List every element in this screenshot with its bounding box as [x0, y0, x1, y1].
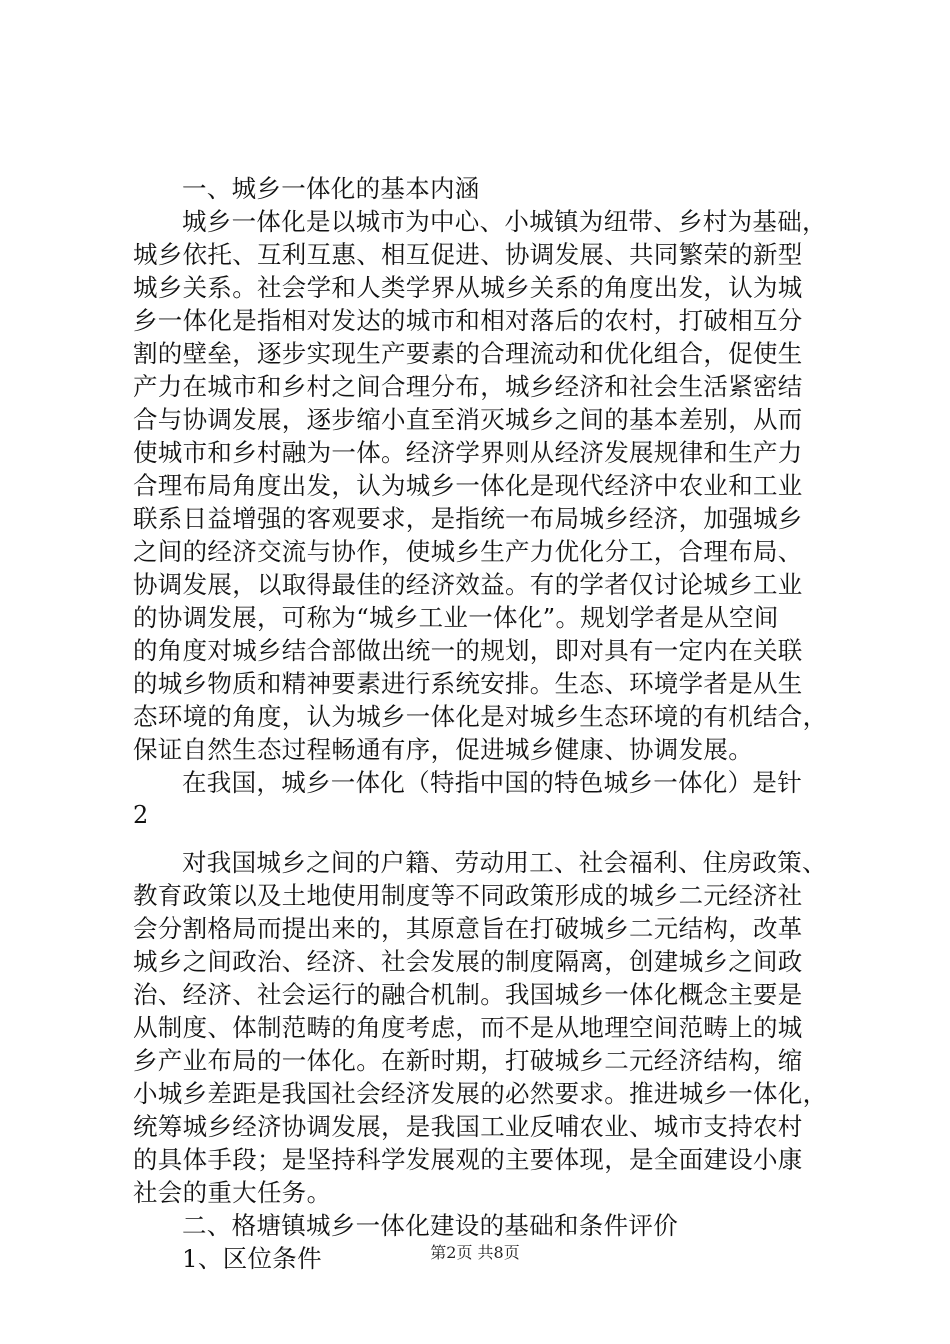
text-line: 从制度、体制范畴的角度考虑，而不是从地理空间范畴上的城 — [133, 1013, 803, 1042]
paragraph-first-line: 在我国，城乡一体化（特指中国的特色城乡一体化）是针 — [182, 768, 802, 797]
text-line: 保证自然生态过程畅通有序，促进城乡健康、协调发展。 — [133, 735, 753, 764]
text-line: 使城市和乡村融为一体。经济学界则从经济发展规律和生产力 — [133, 438, 803, 467]
text-line: 城乡关系。社会学和人类学界从城乡关系的角度出发，认为城 — [133, 273, 803, 302]
text-line: 的城乡物质和精神要素进行系统安排。生态、环境学者是从生 — [133, 669, 803, 698]
text-line: 割的壁垒，逐步实现生产要素的合理流动和优化组合，促使生 — [133, 339, 803, 368]
text-line: 合理布局角度出发，认为城乡一体化是现代经济中农业和工业 — [133, 471, 803, 500]
text-line: 治、经济、社会运行的融合机制。我国城乡一体化概念主要是 — [133, 980, 803, 1009]
text-line: 的协调发展，可称为“城乡工业一体化”。规划学者是从空间 — [133, 603, 779, 632]
text-line: 统筹城乡经济协调发展，是我国工业反哺农业、城市支持农村 — [133, 1112, 803, 1141]
paragraph-first-line: 一、城乡一体化的基本内涵 — [182, 174, 480, 203]
text-line: 的角度对城乡结合部做出统一的规划，即对具有一定内在关联 — [133, 636, 803, 665]
text-line: 小城乡差距是我国社会经济发展的必然要求。推进城乡一体化， — [133, 1079, 828, 1108]
text-line: 会分割格局而提出来的，其原意旨在打破城乡二元结构，改革 — [133, 914, 803, 943]
text-line: 乡一体化是指相对发达的城市和相对落后的农村，打破相互分 — [133, 306, 803, 335]
paragraph-first-line: 对我国城乡之间的户籍、劳动用工、社会福利、住房政策、 — [182, 848, 827, 877]
page-footer: 第2页 共8页 — [430, 1243, 520, 1262]
text-line: 之间的经济交流与协作，使城乡生产力优化分工，合理布局、 — [133, 537, 803, 566]
page-number-mark: 2 — [133, 801, 149, 829]
text-line: 城乡之间政治、经济、社会发展的制度隔离，创建城乡之间政 — [133, 947, 803, 976]
text-line: 联系日益增强的客观要求，是指统一布局城乡经济，加强城乡 — [133, 504, 803, 533]
document-body — [133, 172, 833, 1275]
text-line: 乡产业布局的一体化。在新时期，打破城乡二元经济结构，缩 — [133, 1046, 803, 1075]
text-line: 城乡依托、互利互惠、相互促进、协调发展、共同繁荣的新型 — [133, 240, 803, 269]
paragraph-gap — [133, 832, 833, 846]
text-line: 协调发展，以取得最佳的经济效益。有的学者仅讨论城乡工业 — [133, 570, 803, 599]
text-line: 的具体手段；是坚持科学发展观的主要体现，是全面建设小康 — [133, 1145, 803, 1174]
text-line: 态环境的角度，认为城乡一体化是对城乡生态环境的有机结合， — [133, 702, 828, 731]
text-line: 产力在城市和乡村之间合理分布，城乡经济和社会生活紧密结 — [133, 372, 803, 401]
paragraph-first-line: 1、区位条件 — [182, 1244, 322, 1273]
text-line: 教育政策以及土地使用制度等不同政策形成的城乡二元经济社 — [133, 881, 803, 910]
text-line: 合与协调发展，逐步缩小直至消灭城乡之间的基本差别，从而 — [133, 405, 803, 434]
paragraph-first-line: 城乡一体化是以城市为中心、小城镇为纽带、乡村为基础， — [182, 207, 827, 236]
text-line: 社会的重大任务。 — [133, 1178, 332, 1207]
paragraph-first-line: 二、格塘镇城乡一体化建设的基础和条件评价 — [182, 1211, 678, 1240]
